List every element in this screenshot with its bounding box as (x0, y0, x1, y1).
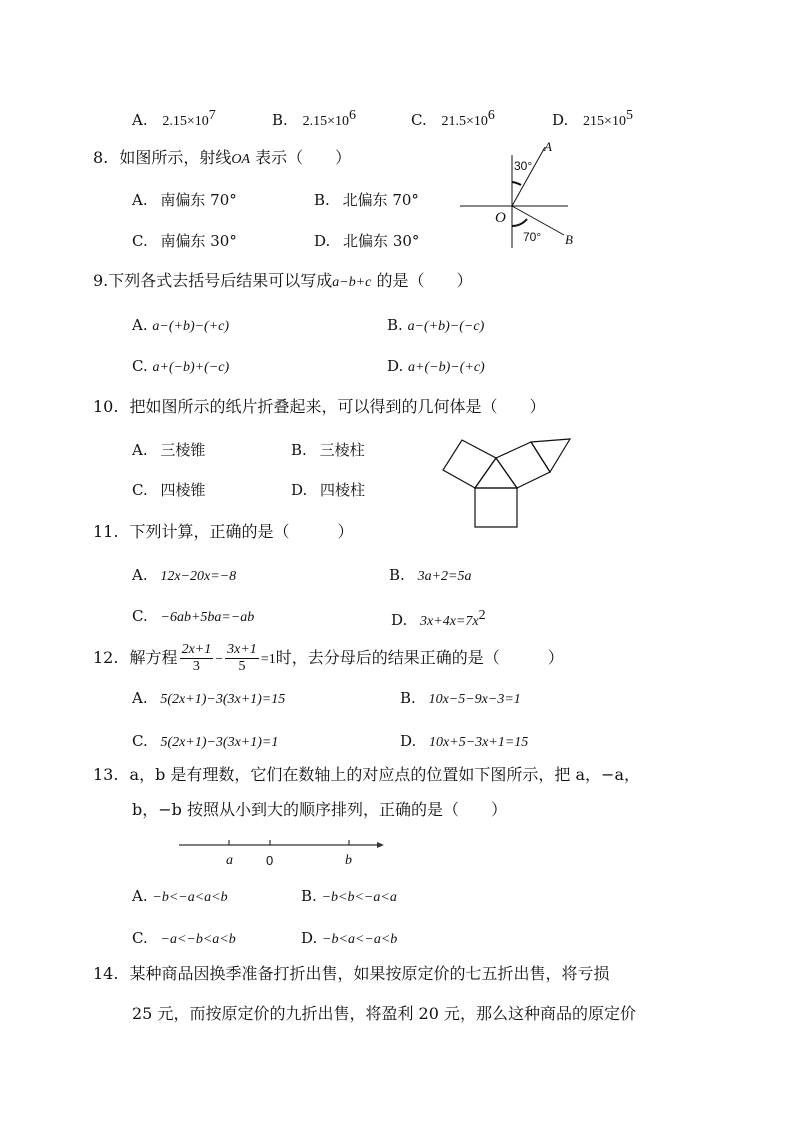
number-line-label-zero: 0 (266, 853, 274, 868)
ray-label-a: A (544, 139, 552, 154)
q12-stem: 12. 解方程 $\frac{2x+1}{3}$ − $\frac{3x+1}{5}$ =1时，去分母后的结果正确的是（ ） (93, 642, 564, 674)
q12-option-b[interactable]: B. 10x−5−9x−3=1 (400, 689, 521, 707)
q14-stem-line2: 25 元，而按原定价的九折出售，将盈利 20 元，那么这种商品的原定价 (132, 1004, 636, 1023)
q12-option-d[interactable]: D. 10x+5−3x+1=15 (400, 732, 529, 750)
q8-option-b[interactable]: B. 北偏东 70° (314, 191, 419, 209)
q8-option-c[interactable]: C. 南偏东 30° (132, 232, 237, 250)
q7-option-d[interactable]: D. $215\times 10^5$ (552, 108, 633, 129)
q9-option-d[interactable]: D. a+(−b)−(+c) (387, 357, 485, 375)
q10-stem: 10. 把如图所示的纸片折叠起来，可以得到的几何体是（ ） (93, 397, 546, 416)
q12-option-c[interactable]: C. 5(2x+1)−3(3x+1)=1 (132, 732, 279, 750)
number-line-label-a: a (226, 853, 233, 868)
q11-stem: 11. 下列计算，正确的是（ ） (93, 522, 354, 541)
q9-option-c[interactable]: C. a+(−b)+(−c) (132, 357, 230, 375)
q10-option-a[interactable]: A. 三棱锥 (132, 441, 206, 459)
q10-option-d[interactable]: D. 四棱柱 (291, 481, 366, 499)
q8-stem: 8. 如图所示，射线OA 表示（ ） (93, 148, 352, 167)
origin-label-o: O (495, 210, 506, 226)
ray-label-b: B (565, 232, 573, 247)
q13-stem-line1: 13. a，b 是有理数，它们在数轴上的对应点的位置如下图所示，把 a，−a， (93, 765, 640, 784)
q13-option-b[interactable]: B. −b<b<−a<a (301, 887, 397, 905)
q8-option-a[interactable]: A. 南偏东 70° (132, 191, 237, 209)
q7-option-c[interactable]: C. $21.5\times 10^6$ (411, 108, 495, 129)
q9-stem: 9.下列各式去括号后结果可以写成a−b+c 的是（ ） (93, 271, 473, 290)
q13-option-a[interactable]: A. −b<−a<a<b (132, 887, 228, 905)
q13-option-c[interactable]: C. −a<−b<a<b (132, 929, 236, 947)
q11-option-c[interactable]: C. −6ab+5ba=−ab (132, 607, 255, 625)
q11-option-d[interactable]: D. $3x+4x=7x^2$ (391, 608, 486, 629)
q13-stem-line2: b，−b 按照从小到大的顺序排列，正确的是（ ） (132, 800, 507, 819)
angle-label-70: 70° (523, 230, 542, 244)
q11-option-a[interactable]: A. 12x−20x=−8 (132, 566, 237, 584)
q11-option-b[interactable]: B. 3a+2=5a (389, 566, 472, 584)
q9-option-a[interactable]: A. a−(+b)−(+c) (132, 316, 230, 334)
fraction-1: $\frac{2x+1}{3}$ (181, 642, 212, 674)
fraction-2: $\frac{3x+1}{5}$ (227, 642, 257, 674)
q8-option-d[interactable]: D. 北偏东 30° (314, 232, 420, 250)
q12-option-a[interactable]: A. 5(2x+1)−3(3x+1)=15 (132, 689, 286, 707)
q7-option-b[interactable]: B. $2.15\times 10^6$ (272, 108, 356, 129)
q7-option-a[interactable]: A. $2.15\times 10^7$ (132, 108, 216, 129)
number-line-label-b: b (345, 853, 352, 868)
q9-option-b[interactable]: B. a−(+b)−(−c) (387, 316, 485, 334)
q10-option-c[interactable]: C. 四棱锥 (132, 481, 206, 499)
q10-option-b[interactable]: B. 三棱柱 (291, 441, 365, 459)
q14-stem-line1: 14. 某种商品因换季准备打折出售，如果按原定价的七五折出售，将亏损 (93, 964, 610, 983)
q13-option-d[interactable]: D. −b<a<−a<b (301, 929, 398, 947)
angle-label-30: 30° (514, 159, 533, 173)
